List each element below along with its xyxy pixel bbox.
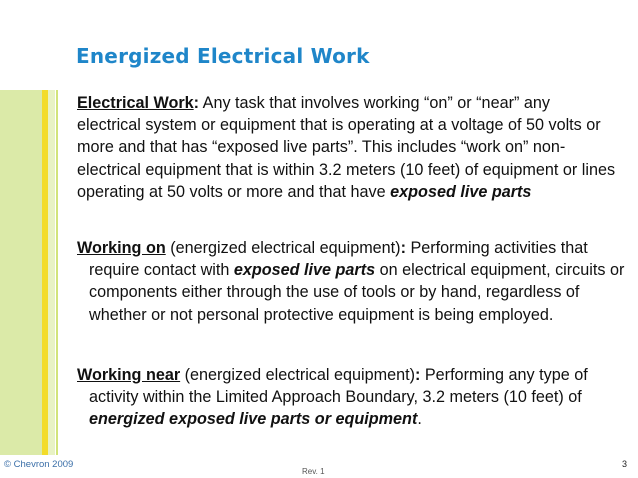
term-colon: : [414, 366, 421, 384]
term-working-near: Working near [77, 366, 181, 384]
band-pale [48, 90, 55, 455]
definition-working-on [77, 237, 629, 326]
definition-qualifier: (energized electrical equipment) [165, 239, 401, 257]
copyright-footer: © Chevron 2009 [4, 459, 74, 470]
revision-label: Rev. 1 [302, 467, 325, 476]
definition-text: Any task that involves working “on” or “near” any electrical system or equipment that is operating at a voltage of 50 volts or more and that has “exposed live parts”. This includes “work on” non-electrical equipment that is within 3.2 meters (10 feet) of equipment or lines operating at 50 volts or more and that have [77, 94, 616, 201]
term-working-on: Working on [77, 239, 166, 257]
emphasis-text: exposed live parts [233, 261, 376, 280]
definition-text: Performing any type of activity within the Limited Approach Boundary, 3.2 meters (10 feet) of [89, 366, 588, 407]
definition-qualifier: (energized electrical equipment) [180, 366, 415, 384]
definition-working-near [77, 364, 629, 431]
term-electrical-work: Electrical Work [77, 94, 194, 112]
definition-electrical-work [77, 92, 617, 203]
definition-text-end: on electrical equipment, circuits or components either through the use of tools or by hand, regardless of whether or not personal protective equipment is being employed. [89, 261, 625, 324]
band-light-green [0, 90, 42, 455]
page-number: 3 [622, 459, 628, 469]
emphasis-text: exposed live parts [390, 182, 532, 201]
emphasis-text: energized exposed live parts or equipment [89, 410, 418, 429]
band-line [56, 90, 58, 455]
term-colon: : [193, 94, 200, 112]
definition-text: Performing activities that require contact with [89, 239, 588, 280]
definition-text-end: . [417, 410, 422, 429]
slide-title: Energized Electrical Work [76, 44, 370, 68]
term-colon: : [400, 239, 406, 257]
